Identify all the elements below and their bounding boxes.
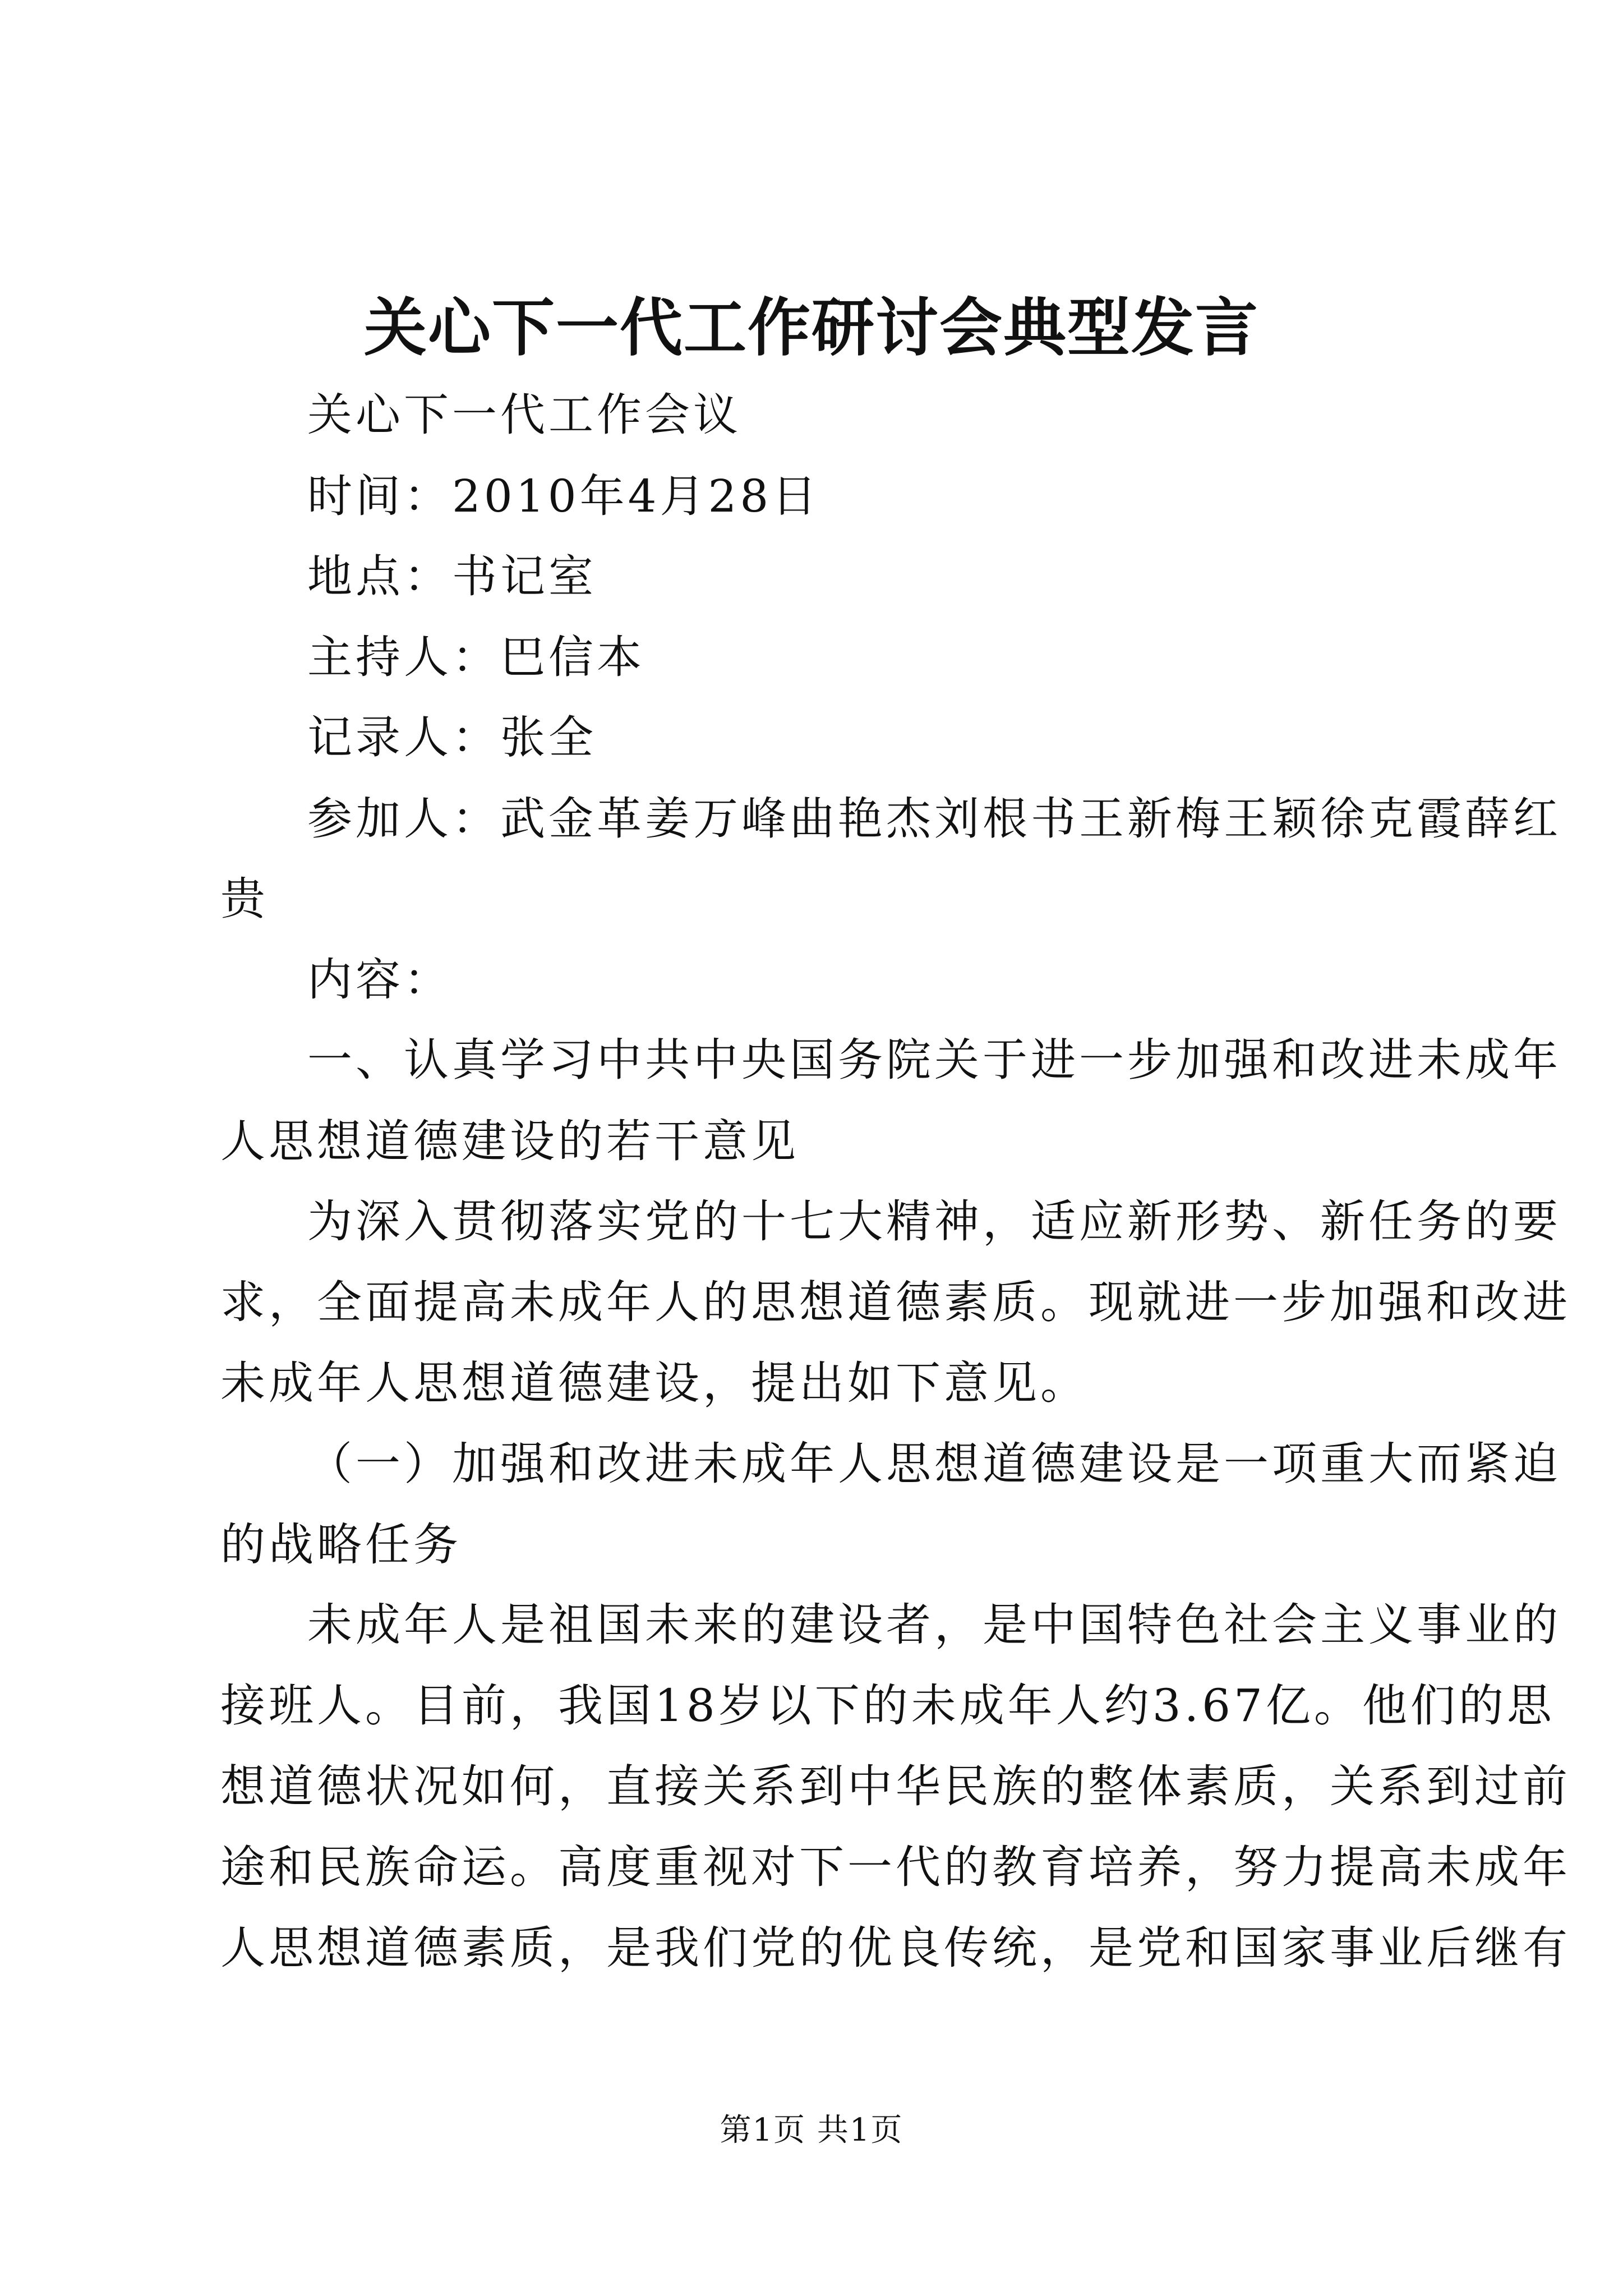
- meeting-location: 地点：书记室: [307, 550, 597, 602]
- meeting-recorder: 记录人：张全: [307, 711, 597, 763]
- page-footer: 第1页 共1页: [720, 2112, 903, 2148]
- paragraph-line: 未成年人是祖国未来的建设者，是中国特色社会主义事业的: [307, 1599, 1561, 1651]
- paragraph-line: 人思想道德素质，是我们党的优良传统，是党和国家事业后继有: [220, 1922, 1571, 1974]
- content-heading: 内容：: [307, 954, 452, 1006]
- paragraph-line: 求，全面提高未成年人的思想道德素质。现就进一步加强和改进: [220, 1276, 1571, 1328]
- section-one-heading: 一、认真学习中共中央国务院关于进一步加强和改进未成年: [307, 1034, 1561, 1086]
- meeting-time: 时间：2010年4月28日: [307, 470, 820, 522]
- subsection-heading: （一）加强和改进未成年人思想道德建设是一项重大而紧迫: [307, 1438, 1561, 1490]
- subsection-heading-continued: 的战略任务: [220, 1519, 462, 1571]
- section-one-heading-continued: 人思想道德建设的若干意见: [220, 1115, 799, 1167]
- paragraph-line: 未成年人思想道德建设，提出如下意见。: [220, 1357, 1089, 1409]
- paragraph-line: 想道德状况如何，直接关系到中华民族的整体素质，关系到过前: [220, 1760, 1571, 1812]
- paragraph-line: 为深入贯彻落实党的十七大精神，适应新形势、新任务的要: [307, 1195, 1561, 1248]
- meeting-participants-continued: 贵: [220, 873, 269, 925]
- meeting-host: 主持人：巴信本: [307, 631, 645, 683]
- meeting-participants: 参加人：武金革姜万峰曲艳杰刘根书王新梅王颖徐克霞薛红: [307, 793, 1561, 845]
- document-title: 关心下一代工作研讨会典型发言: [364, 292, 1259, 365]
- paragraph-line: 途和民族命运。高度重视对下一代的教育培养，努力提高未成年: [220, 1841, 1571, 1893]
- paragraph-line: 接班人。目前，我国18岁以下的未成年人约3.67亿。他们的思: [220, 1680, 1555, 1732]
- meeting-name: 关心下一代工作会议: [307, 389, 741, 441]
